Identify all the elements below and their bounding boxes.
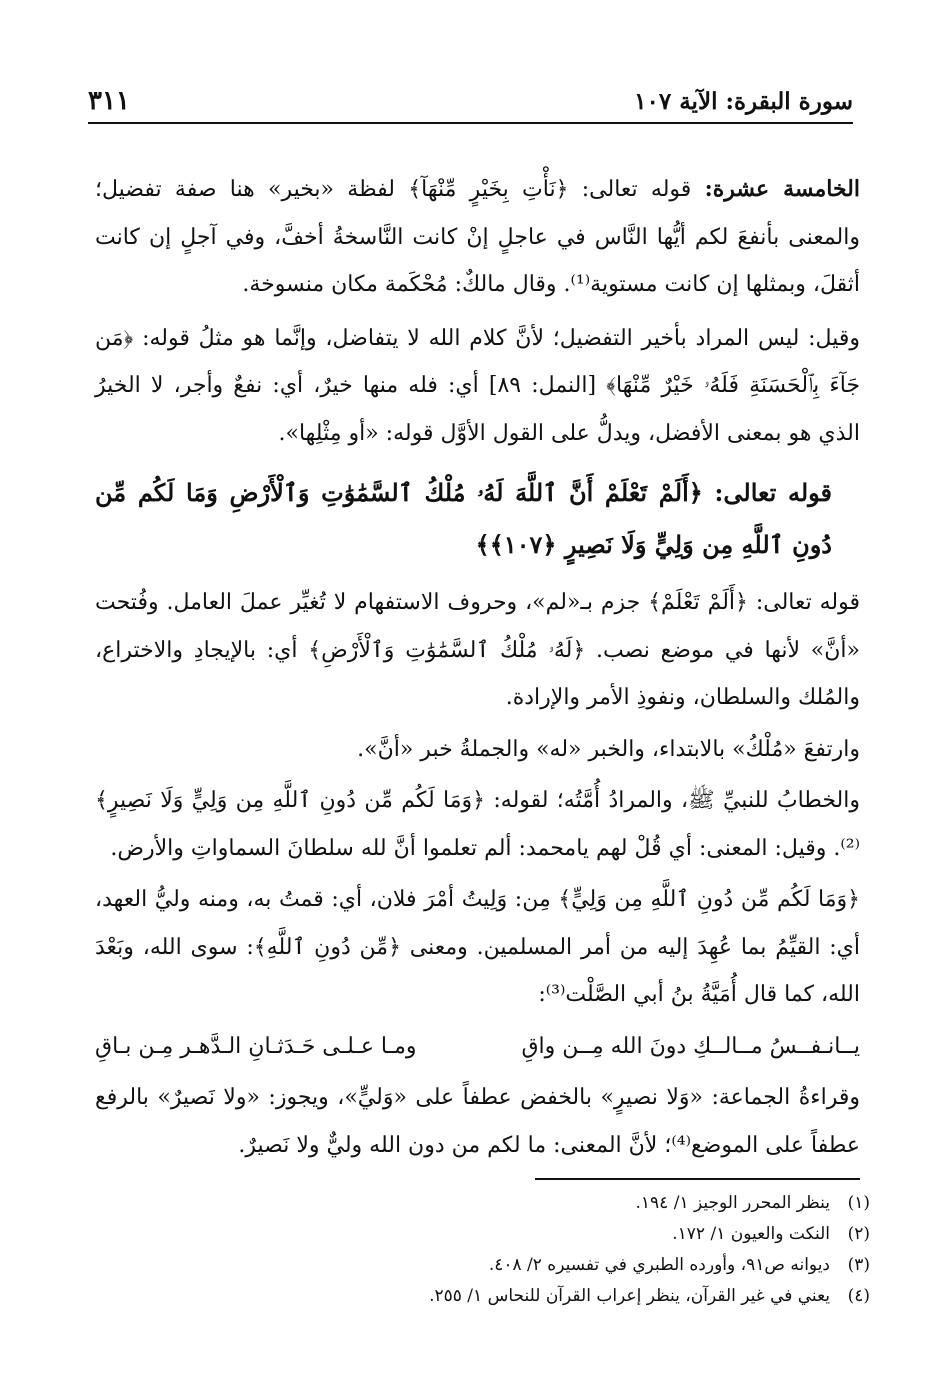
header-title: سورة البقرة: الآية ١٠٧ [634, 88, 853, 115]
running-header [88, 82, 853, 124]
poem-hemistich-1: يــانـفــسُ مــالــكِ دونَ الله مِــن واقِ [521, 1033, 860, 1059]
paragraph-7: وقراءةُ الجماعة: «وَلا نصيرٍ» بالخفض عطفاً على «وَليٍّ»، ويجوز: «ولا نَصيرٌ» بالرفع عطفاً على الموضع⁽⁴⁾؛ لأنَّ المعنى: ما لكم من دون الله وليٌّ ولا نَصيرٌ. [95, 1085, 860, 1158]
poem-verse [95, 1023, 860, 1071]
verse-lead: قوله تعالى: [714, 478, 833, 507]
paragraph-3: قوله تعالى: ﴿أَلَمْ تَعْلَمْ﴾ جزم بـ«لم»، وحروف الاستفهام لا تُغيِّر عملَ العامل. وفُتحت «أنَّ» لأنها في موضع نصب. ﴿لَهُۥ مُلْكُ ٱلسَّمَٰوَٰتِ وَٱلْأَرْضِ﴾ أي: بالإيجادِ والاختراع، والمُلك والسلطان، ونفوذِ الأمر والإرادة. [95, 590, 860, 710]
paragraph-1 [95, 166, 860, 309]
main-text [95, 166, 860, 1173]
paragraph-5: والخطابُ للنبيِّ ﷺ، والمرادُ أُمَّتُه؛ لقوله: ﴿وَمَا لَكُم مِّن دُونِ ٱللَّهِ مِن وَلِيٍّ وَلَا نَصِيرٍ﴾⁽²⁾. وقيل: المعنى: أي قُلْ لهم يامحمد: ألم تعلموا أنَّ لله سلطانَ السماواتِ والأرض. [95, 788, 860, 861]
footnote-number: (١) [847, 1193, 870, 1213]
quran-verse [95, 467, 860, 571]
footnote-divider [535, 1178, 860, 1180]
page-number: ٣١١ [88, 86, 130, 116]
footnote-text: يعني في غير القرآن، ينظر إعراب القرآن للنحاس ١/ ٢٥٥. [429, 1286, 830, 1306]
footnote-number: (٤) [847, 1286, 870, 1306]
footnote-text: النكت والعيون ١/ ١٧٢. [672, 1224, 830, 1244]
footnote-text: ديوانه ص٩١، وأورده الطبري في تفسيره ٢/ ٤٠٨. [488, 1255, 830, 1275]
footnotes [95, 1188, 870, 1312]
paragraph-6: ﴿وَمَا لَكُم مِّن دُونِ ٱللَّهِ مِن وَلِيٍّ﴾ مِن: وَلِيتُ أمْرَ فلان، أي: قمتُ به، ومنه وليُّ العهد، أي: القيِّمُ بما عُهِدَ إليه من أمر المسلمين. ومعنى ﴿مِّن دُونِ ٱللَّهِ﴾: سوى الله، وبَعْدَ الله، كما قال أُمَيَّةُ بنُ أبي الصَّلْت⁽³⁾: [95, 887, 860, 1007]
footnote-text: ينظر المحرر الوجيز ١/ ١٩٤. [635, 1193, 830, 1213]
footnote [95, 1188, 870, 1219]
paragraph-1-text: قوله تعالى: ﴿نَأْتِ بِخَيْرٍ مِّنْهَآ﴾ لفظة «بخير» هنا صفة تفضيل؛ والمعنى بأنفعَ لكم أيُّها النَّاس في عاجلٍ إنْ كانت النَّاسخةُ أخفَّ، وفي آجلٍ إن كانت أثقلَ، وبمثلها إن كانت مستوية⁽¹⁾. وقال مالكٌ: مُحْكَمة مكان منسوخة. [95, 177, 860, 297]
section-label: الخامسة عشرة: [704, 176, 860, 202]
footnote [95, 1219, 870, 1250]
footnote-number: (٣) [847, 1255, 870, 1275]
footnote-number: (٢) [847, 1224, 870, 1244]
paragraph-2: وقيل: ليس المراد بأخير التفضيل؛ لأنَّ كلام الله لا يتفاضل، وإنَّما هو مثلُ قوله: ﴿مَن جَآءَ بِٱلْحَسَنَةِ فَلَهُۥ خَيْرٌ مِّنْهَا﴾ [النمل: ٨٩] أي: فله منها خيرٌ، أي: نفعٌ وأجر، لا الخيرُ الذي هو بمعنى الأفضل، ويدلُّ على القول الأوَّل قوله: «أو مِثْلِها». [95, 325, 861, 446]
poem-hemistich-2: ومـا عـلـى حَـدَثـانِ الـدَّهـر مِـن بـاقِ [95, 1033, 417, 1059]
paragraph-4: وارتفعَ «مُلْكُ» بالابتداء، والخبر «له» والجملةُ خبر «أنَّ». [357, 736, 860, 762]
footnote [95, 1281, 870, 1312]
footnote [95, 1250, 870, 1281]
verse-text: ﴿أَلَمْ تَعْلَمْ أَنَّ ٱللَّهَ لَهُۥ مُلْكُ ٱلسَّمَٰوَٰتِ وَٱلْأَرْضِ وَمَا لَكُم مِّن دُونِ ٱللَّهِ مِن وَلِيٍّ وَلَا نَصِيرٍ ﴿١٠٧﴾﴾ [95, 478, 832, 559]
